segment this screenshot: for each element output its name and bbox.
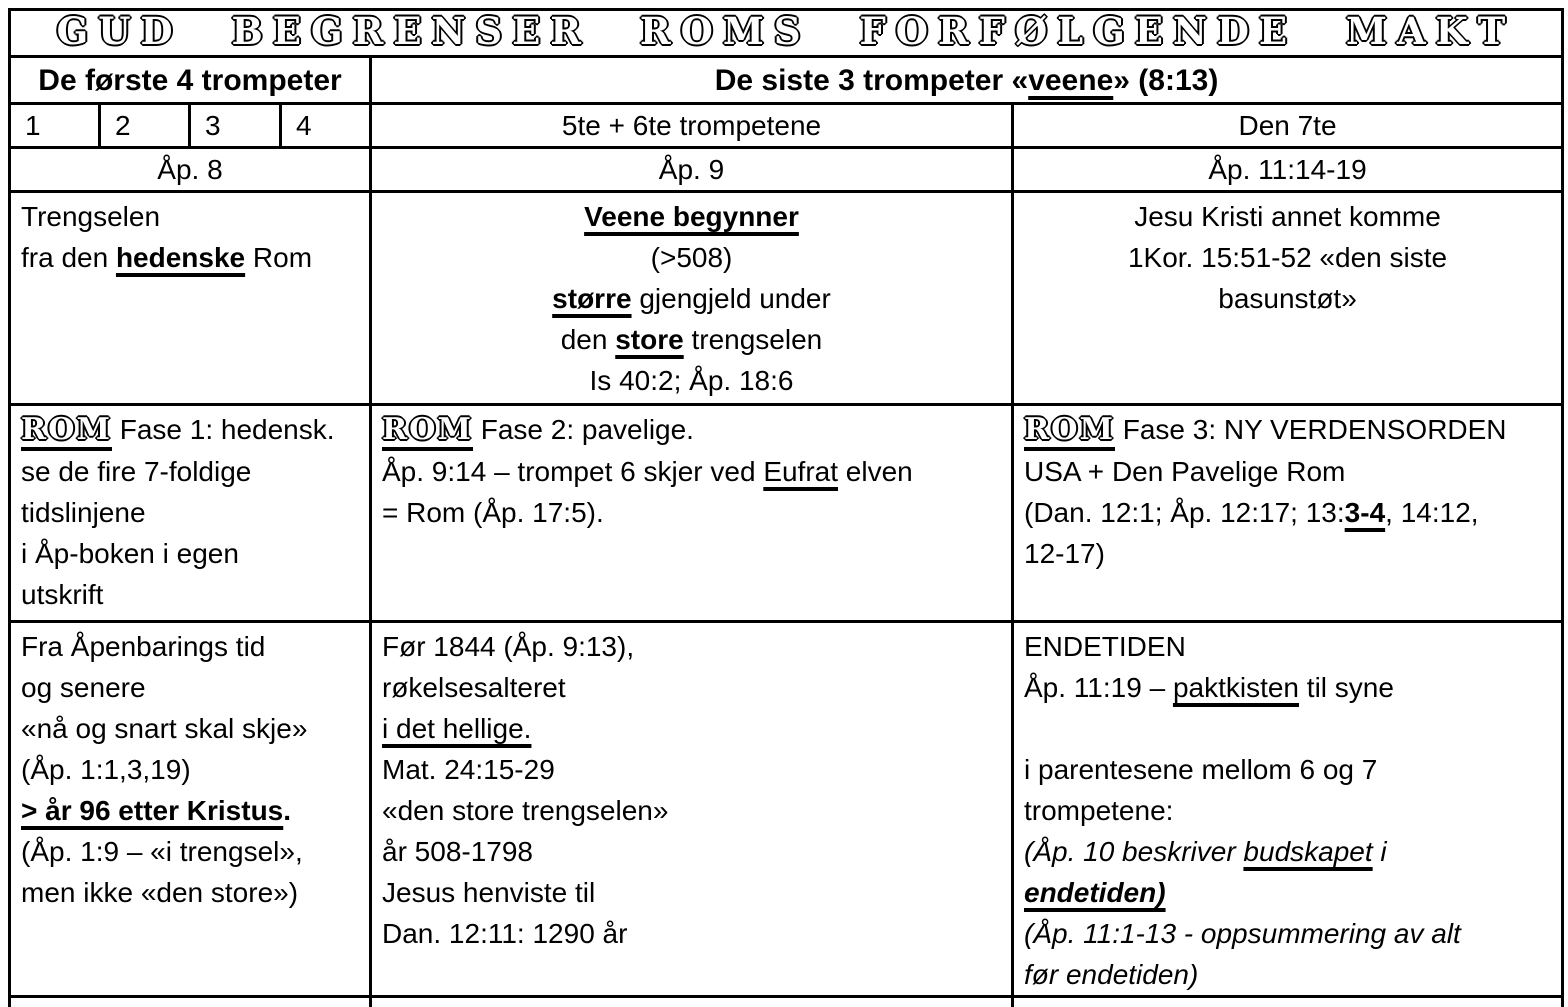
text-line: trompetene: xyxy=(1024,795,1174,826)
text-line: Is 40:2; Åp. 18:6 xyxy=(589,365,794,396)
text-line: ROM Fase 1: hedensk. xyxy=(21,409,359,451)
text-line: (Åp. 1:1,3,19) xyxy=(21,754,191,785)
tribulation-right-cell xyxy=(1013,192,1563,405)
text-line: større gjengjeld under xyxy=(552,283,831,314)
text-line: > år 96 etter Kristus. xyxy=(21,795,292,826)
text-line: Dan. 12:11: 1290 år xyxy=(382,918,628,949)
text-line: i parentesene mellom 6 og 7 xyxy=(1024,754,1378,785)
text-line: fra den hedenske Rom xyxy=(21,242,313,273)
text-line: 12-17) xyxy=(1024,538,1105,570)
text-line: = Rom (Åp. 17:5). xyxy=(382,497,604,529)
trumpet-7-label: Den 7te xyxy=(1013,104,1563,148)
partial-bottom-mid-cell xyxy=(371,997,1013,1007)
text-line: ENDETIDEN xyxy=(1024,631,1186,662)
rome-phase3-cell xyxy=(1013,405,1563,622)
tribulation-row xyxy=(10,192,1563,405)
tribulation-left-cell xyxy=(10,192,371,405)
trumpet-number-1: 1 xyxy=(10,104,100,148)
trumpet-numbers-row xyxy=(10,104,1563,148)
text-line: men ikke «den store») xyxy=(21,877,299,908)
text-line: Før 1844 (Åp. 9:13), xyxy=(382,631,635,662)
header-last-three-trumpets xyxy=(371,57,1563,104)
text-line: i det hellige. xyxy=(382,713,532,744)
text-line: Åp. 11:19 – paktkisten til syne xyxy=(1024,672,1394,703)
text-line: Fra Åpenbarings tid xyxy=(21,631,266,662)
title-row xyxy=(10,10,1563,57)
trumpet-number-4: 4 xyxy=(281,104,371,148)
text-line: før endetiden) xyxy=(1024,959,1199,990)
reference-ap8: Åp. 8 xyxy=(10,148,371,192)
timeline-left-cell xyxy=(10,622,371,997)
reference-ap11: Åp. 11:14-19 xyxy=(1013,148,1563,192)
timeline-mid-cell xyxy=(371,622,1013,997)
header-first-four-trumpets: De første 4 trompeter xyxy=(10,57,371,104)
text-line: tidslinjene xyxy=(21,497,146,529)
text-line: Veene begynner xyxy=(584,201,799,232)
trumpets-5-6-label: 5te + 6te trompetene xyxy=(371,104,1013,148)
partial-bottom-right-cell xyxy=(1013,997,1563,1007)
text-line: Mat. 24:15-29 xyxy=(382,754,555,785)
rome-phase1-cell xyxy=(10,405,371,622)
partial-bottom-left-cell xyxy=(10,997,371,1007)
text-line: (Åp. 1:9 – «i trengsel», xyxy=(21,836,303,867)
rome-phases-row xyxy=(10,405,1563,622)
text-line: 1Kor. 15:51-52 «den siste xyxy=(1127,242,1448,273)
text-line: ROM Fase 3: NY VERDENSORDEN xyxy=(1024,409,1551,451)
text-line: (>508) xyxy=(650,242,733,273)
text-line: (Åp. 11:1-13 - oppsummering av alt xyxy=(1024,918,1461,949)
header-row xyxy=(10,57,1563,104)
references-row xyxy=(10,148,1563,192)
trumpet-number-3: 3 xyxy=(190,104,281,148)
text-line: Trengselen xyxy=(21,201,161,232)
text-line: røkelsesalteret xyxy=(382,672,566,703)
prophecy-table xyxy=(8,8,1564,1007)
document-title: GUD BEGRENSER ROMS FORFØLGENDE MAKT xyxy=(56,9,1516,53)
text-line: utskrift xyxy=(21,579,104,611)
text-line: (Dan. 12:1; Åp. 12:17; 13:3-4, 14:12, xyxy=(1024,497,1479,529)
timeline-row xyxy=(10,622,1563,997)
text-line: endetiden) xyxy=(1024,877,1166,908)
text-line: De siste 3 trompeter «veene» (8:13) xyxy=(714,63,1219,97)
text-line: Jesu Kristi annet komme xyxy=(1134,201,1441,232)
text-line: USA + Den Pavelige Rom xyxy=(1024,456,1346,488)
text-line: basunstøt» xyxy=(1218,283,1357,314)
timeline-right-cell xyxy=(1013,622,1563,997)
trumpet-number-2: 2 xyxy=(100,104,190,148)
text-line xyxy=(1024,708,1551,749)
rome-phase2-cell xyxy=(371,405,1013,622)
text-line: (Åp. 10 beskriver budskapet i xyxy=(1024,836,1387,867)
text-line: se de fire 7-foldige xyxy=(21,456,252,488)
text-line: år 508-1798 xyxy=(382,836,534,867)
tribulation-mid-cell xyxy=(371,192,1013,405)
reference-ap9: Åp. 9 xyxy=(371,148,1013,192)
text-line: ROM Fase 2: pavelige. xyxy=(382,409,1001,451)
text-line: den store trengselen xyxy=(560,324,823,355)
text-line: Jesus henviste til xyxy=(382,877,596,908)
text-line: i Åp-boken i egen xyxy=(21,538,239,570)
text-line: Åp. 9:14 – trompet 6 skjer ved Eufrat elven xyxy=(382,456,913,488)
partial-bottom-row xyxy=(10,997,1563,1007)
text-line: «den store trengselen» xyxy=(382,795,669,826)
text-line: og senere xyxy=(21,672,146,703)
document-title-cell xyxy=(10,10,1563,57)
text-line: «nå og snart skal skje» xyxy=(21,713,308,744)
